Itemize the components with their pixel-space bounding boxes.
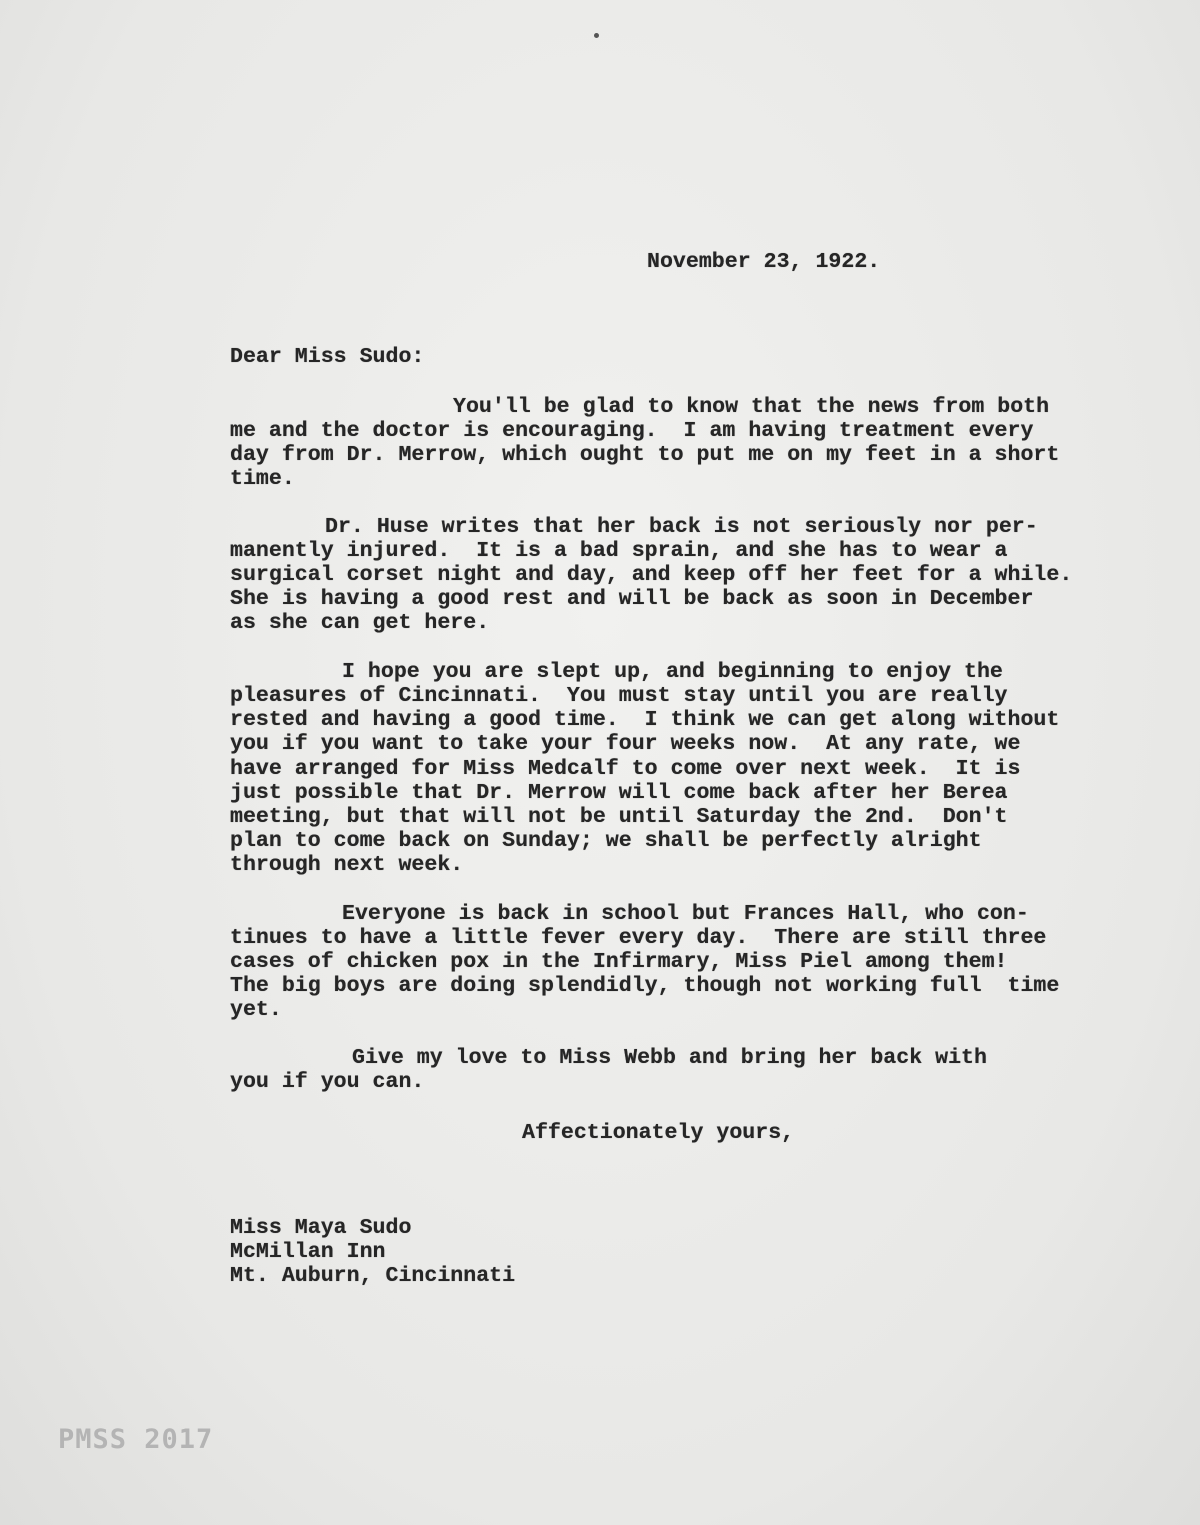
text-line: me and the doctor is encouraging. I am having treatment every bbox=[230, 419, 1034, 443]
text-line: The big boys are doing splendidly, though not working full time bbox=[230, 974, 1060, 998]
text-line: yet. bbox=[230, 998, 282, 1022]
text-line: surgical corset night and day, and keep off her feet for a while. bbox=[230, 563, 1073, 587]
text-line: I hope you are slept up, and beginning to enjoy the bbox=[342, 660, 1003, 684]
address-line: Miss Maya Sudo bbox=[230, 1216, 412, 1240]
text-line: as she can get here. bbox=[230, 611, 490, 635]
text-line: you if you can. bbox=[230, 1070, 425, 1094]
text-line: Dr. Huse writes that her back is not seriously nor per- bbox=[325, 515, 1038, 539]
closing: Affectionately yours, bbox=[522, 1121, 795, 1145]
text-line: pleasures of Cincinnati. You must stay until you are really bbox=[230, 684, 1008, 708]
text-line: just possible that Dr. Merrow will come back after her Berea bbox=[230, 781, 1008, 805]
text-line: through next week. bbox=[230, 853, 464, 877]
text-line: Give my love to Miss Webb and bring her back with bbox=[352, 1046, 987, 1070]
text-line: manently injured. It is a bad sprain, and she has to wear a bbox=[230, 539, 1008, 563]
text-line: day from Dr. Merrow, which ought to put me on my feet in a short bbox=[230, 443, 1060, 467]
text-line: cases of chicken pox in the Infirmary, Miss Piel among them! bbox=[230, 950, 1008, 974]
text-line: plan to come back on Sunday; we shall be perfectly alright bbox=[230, 829, 982, 853]
salutation: Dear Miss Sudo: bbox=[230, 345, 425, 369]
text-line: You'll be glad to know that the news from both bbox=[453, 395, 1050, 419]
archive-watermark: PMSS 2017 bbox=[58, 1424, 214, 1455]
text-line: you if you want to take your four weeks now. At any rate, we bbox=[230, 732, 1021, 756]
text-line: She is having a good rest and will be back as soon in December bbox=[230, 587, 1034, 611]
text-line: time. bbox=[230, 467, 295, 491]
address-line: McMillan Inn bbox=[230, 1240, 386, 1264]
paper-speck bbox=[594, 33, 599, 38]
text-line: Everyone is back in school but Frances Hall, who con- bbox=[342, 902, 1029, 926]
text-line: have arranged for Miss Medcalf to come over next week. It is bbox=[230, 757, 1021, 781]
text-line: rested and having a good time. I think we can get along without bbox=[230, 708, 1060, 732]
address-line: Mt. Auburn, Cincinnati bbox=[230, 1264, 516, 1288]
text-line: meeting, but that will not be until Saturday the 2nd. Don't bbox=[230, 805, 1008, 829]
text-line: tinues to have a little fever every day. There are still three bbox=[230, 926, 1047, 950]
letter-date: November 23, 1922. bbox=[647, 250, 881, 274]
